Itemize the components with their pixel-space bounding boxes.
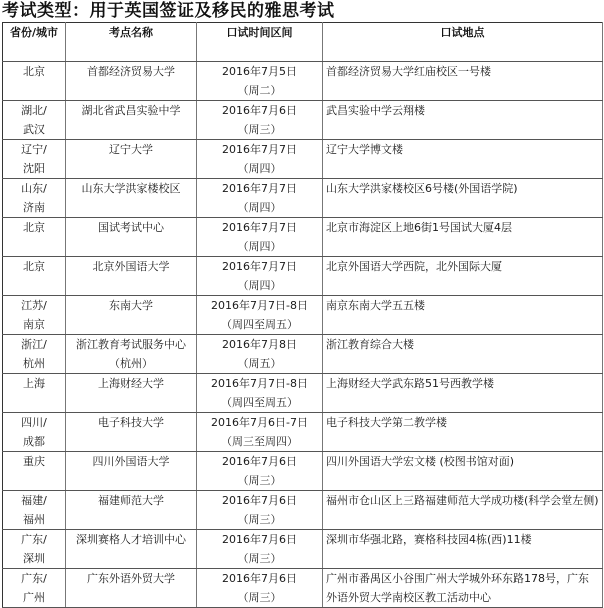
date-text: 2016年7月7日-8日 xyxy=(211,298,308,312)
weekday-text: （周四） xyxy=(237,239,282,253)
city-line-2: 福州 xyxy=(23,512,45,526)
cell-city xyxy=(3,256,66,295)
cell-venue xyxy=(66,178,197,217)
city-line-2: 南京 xyxy=(23,317,45,331)
cell-date xyxy=(197,334,323,373)
cell-date xyxy=(197,139,323,178)
date-text: 2016年7月6日 xyxy=(222,493,297,507)
cell-venue xyxy=(66,256,197,295)
cell-venue xyxy=(66,490,197,529)
cell-location xyxy=(323,100,603,139)
weekday-text: （周四） xyxy=(237,278,282,292)
cell-location xyxy=(323,529,603,568)
venue-line-1: 辽宁大学 xyxy=(109,142,153,156)
city-line-1: 浙江/ xyxy=(21,337,47,351)
city-line-2: 沈阳 xyxy=(23,161,45,175)
city-line-1: 山东/ xyxy=(21,181,47,195)
venue-line-1: 湖北省武昌实验中学 xyxy=(81,103,181,117)
date-text: 2016年7月6日-7日 xyxy=(211,415,308,429)
city-line-1: 北京 xyxy=(23,64,45,78)
cell-city xyxy=(3,529,66,568)
cell-location xyxy=(323,568,603,607)
cell-venue xyxy=(66,412,197,451)
table-row xyxy=(3,490,603,529)
weekday-text: （周三） xyxy=(237,473,282,487)
city-line-2: 济南 xyxy=(23,200,45,214)
cell-date xyxy=(197,256,323,295)
table-row xyxy=(3,334,603,373)
cell-location xyxy=(323,61,603,100)
cell-city xyxy=(3,490,66,529)
date-text: 2016年7月6日 xyxy=(222,103,297,117)
venue-line-1: 四川外国语大学 xyxy=(92,454,170,468)
venue-line-1: 深圳赛格人才培训中心 xyxy=(76,532,186,546)
header-venue: 考点名称 xyxy=(66,23,197,62)
date-text: 2016年7月7日 xyxy=(222,142,297,156)
cell-date xyxy=(197,295,323,334)
cell-venue xyxy=(66,529,197,568)
weekday-text: （周三） xyxy=(237,122,282,136)
cell-date xyxy=(197,451,323,490)
venue-line-1: 东南大学 xyxy=(109,298,153,312)
city-line-2: 杭州 xyxy=(23,356,45,370)
table-row xyxy=(3,412,603,451)
table-row xyxy=(3,100,603,139)
location-text: 北京外国语大学西院，北外国际大厦 xyxy=(326,259,502,273)
cell-location xyxy=(323,178,603,217)
location-text: 浙江教育综合大楼 xyxy=(326,337,414,351)
cell-city xyxy=(3,61,66,100)
city-line-2: 深圳 xyxy=(23,551,45,565)
cell-date xyxy=(197,490,323,529)
cell-date xyxy=(197,100,323,139)
cell-venue xyxy=(66,334,197,373)
city-line-1: 广东/ xyxy=(21,571,47,585)
venue-line-1: 电子科技大学 xyxy=(98,415,164,429)
cell-location xyxy=(323,217,603,256)
cell-city xyxy=(3,334,66,373)
table-row xyxy=(3,568,603,607)
weekday-text: （周四） xyxy=(237,200,282,214)
cell-venue xyxy=(66,568,197,607)
weekday-text: （周三） xyxy=(237,590,282,604)
weekday-text: （周五） xyxy=(237,356,282,370)
location-text: 辽宁大学博文楼 xyxy=(326,142,403,156)
city-line-1: 四川/ xyxy=(21,415,47,429)
cell-location xyxy=(323,334,603,373)
cell-city xyxy=(3,217,66,256)
weekday-text: （周四至周五） xyxy=(221,395,298,409)
city-line-1: 江苏/ xyxy=(21,298,47,312)
cell-venue xyxy=(66,217,197,256)
weekday-text: （周三） xyxy=(237,512,282,526)
date-text: 2016年7月7日 xyxy=(222,220,297,234)
cell-venue xyxy=(66,61,197,100)
venue-line-1: 首都经济贸易大学 xyxy=(87,64,175,78)
header-date: 口试时间区间 xyxy=(197,23,323,62)
cell-venue xyxy=(66,295,197,334)
cell-city xyxy=(3,100,66,139)
cell-venue xyxy=(66,373,197,412)
cell-location xyxy=(323,373,603,412)
table-row xyxy=(3,256,603,295)
table-header-row xyxy=(3,23,603,62)
exam-schedule-table xyxy=(2,22,603,608)
cell-city xyxy=(3,373,66,412)
cell-date xyxy=(197,568,323,607)
cell-location xyxy=(323,412,603,451)
table-row xyxy=(3,451,603,490)
table-row xyxy=(3,217,603,256)
location-text: 武昌实验中学云翔楼 xyxy=(326,103,425,117)
venue-line-1: 北京外国语大学 xyxy=(92,259,170,273)
city-line-1: 上海 xyxy=(23,376,45,390)
cell-city xyxy=(3,412,66,451)
city-line-1: 北京 xyxy=(23,220,45,234)
weekday-text: （周四至周五） xyxy=(221,317,298,331)
table-row xyxy=(3,529,603,568)
location-text: 首都经济贸易大学红庙校区一号楼 xyxy=(326,64,491,78)
cell-city xyxy=(3,178,66,217)
cell-date xyxy=(197,412,323,451)
cell-date xyxy=(197,61,323,100)
date-text: 2016年7月5日 xyxy=(222,64,297,78)
city-line-1: 重庆 xyxy=(23,454,45,468)
location-text: 北京市海淀区上地6街1号国试大厦4层 xyxy=(326,220,512,234)
cell-city xyxy=(3,295,66,334)
date-text: 2016年7月7日 xyxy=(222,259,297,273)
cell-city xyxy=(3,139,66,178)
cell-location xyxy=(323,451,603,490)
city-line-1: 北京 xyxy=(23,259,45,273)
city-line-2: 广州 xyxy=(23,590,45,604)
table-row xyxy=(3,61,603,100)
weekday-text: （周二） xyxy=(237,83,282,97)
cell-date xyxy=(197,178,323,217)
venue-line-1: 国试考试中心 xyxy=(98,220,164,234)
cell-date xyxy=(197,373,323,412)
cell-venue xyxy=(66,100,197,139)
city-line-2: 武汉 xyxy=(23,122,45,136)
date-text: 2016年7月7日-8日 xyxy=(211,376,308,390)
city-line-2: 成都 xyxy=(23,434,45,448)
location-text: 南京东南大学五五楼 xyxy=(326,298,425,312)
location-text: 四川外国语大学宏文楼 (校图书馆对面) xyxy=(326,454,515,468)
venue-line-1: 福建师范大学 xyxy=(98,493,164,507)
venue-line-1: 上海财经大学 xyxy=(98,376,164,390)
weekday-text: （周四） xyxy=(237,161,282,175)
header-location: 口试地点 xyxy=(323,23,603,62)
table-row xyxy=(3,295,603,334)
page-title: 考试类型：用于英国签证及移民的雅思考试 xyxy=(2,1,335,21)
cell-location xyxy=(323,490,603,529)
cell-city xyxy=(3,568,66,607)
date-text: 2016年7月6日 xyxy=(222,571,297,585)
location-text: 深圳市华强北路，赛格科技园4栋(西)11楼 xyxy=(326,532,532,546)
date-text: 2016年7月6日 xyxy=(222,454,297,468)
date-text: 2016年7月8日 xyxy=(222,337,297,351)
city-line-1: 湖北/ xyxy=(21,103,47,117)
table-row xyxy=(3,178,603,217)
cell-venue xyxy=(66,451,197,490)
cell-location xyxy=(323,295,603,334)
cell-location xyxy=(323,139,603,178)
location-text: 福州市仓山区上三路福建师范大学成功楼(科学会堂左侧) xyxy=(326,493,599,507)
table-row xyxy=(3,139,603,178)
venue-line-1: 山东大学洪家楼校区 xyxy=(81,181,181,195)
cell-location xyxy=(323,256,603,295)
city-line-1: 福建/ xyxy=(21,493,47,507)
table-row xyxy=(3,373,603,412)
cell-city xyxy=(3,451,66,490)
location-text: 上海财经大学武东路51号西教学楼 xyxy=(326,376,494,390)
venue-line-1: 广东外语外贸大学 xyxy=(87,571,175,585)
venue-line-2: （杭州） xyxy=(109,356,153,370)
cell-date xyxy=(197,217,323,256)
weekday-text: （周三至周四） xyxy=(221,434,298,448)
weekday-text: （周三） xyxy=(237,551,282,565)
date-text: 2016年7月6日 xyxy=(222,532,297,546)
date-text: 2016年7月7日 xyxy=(222,181,297,195)
cell-venue xyxy=(66,139,197,178)
header-city: 省份/城市 xyxy=(3,23,66,62)
venue-line-1: 浙江教育考试服务中心 xyxy=(76,337,186,351)
location-text: 广州市番禺区小谷围广州大学城外环东路178号，广东外语外贸大学南校区教工活动中心 xyxy=(326,571,589,604)
location-text: 电子科技大学第二教学楼 xyxy=(326,415,447,429)
location-text: 山东大学洪家楼校区6号楼(外国语学院) xyxy=(326,181,518,195)
city-line-1: 广东/ xyxy=(21,532,47,546)
cell-date xyxy=(197,529,323,568)
city-line-1: 辽宁/ xyxy=(21,142,47,156)
